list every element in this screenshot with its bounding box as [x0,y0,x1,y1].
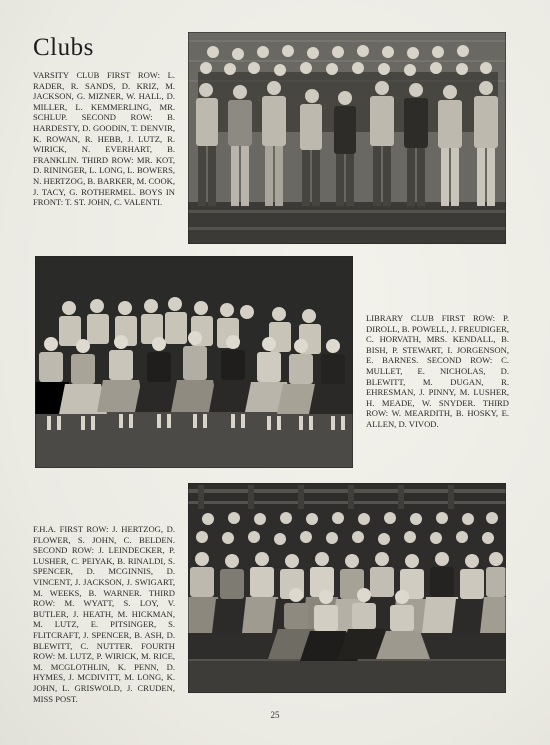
page-number: 25 [270,710,280,720]
fha-caption: F.H.A. FIRST ROW: J. HERTZOG, D. FLOWER, S. JOHN, C. BELDEN. SECOND ROW: J. LEINDECKER, P. LUSHER, C. PEIYAK, B. RINALDI, S. SPENCER, D. MCGINNIS, D. VINCENT, J. JACKSON, J. SWIGART, M. WEEKS, B. WARNER. THIRD ROW: M. WYATT, S. LOY, V. BUTLER, J. HEATH, M. HICKMAN, M. LUTZ, E. PITSINGER, S. FLITCRAFT, J. SPENCER, B. ASH, D. BLEWITT, C. NUTTER. FOURTH ROW: M. LUTZ, P. WIRICK, M. RICE, M. MCGLOTHLIN, K. PENN, D. HYMES, J. MCDIVITT, M. LONG, K. JOHN, L. GRISWOLD, J. CRUDEN, MISS POST. [33,524,175,704]
page-title: Clubs [33,34,94,61]
varsity-club-caption: VARSITY CLUB FIRST ROW: L. RADER, R. SANDS, D. KRIZ, M. JACKSON, G. MIZNER, W. HALL, D. MILLER, L. KEMMERLING, MR. SCHLUP. SECOND ROW: B. HARDESTY, D. GOODIN, T. DENVIR, K. ROWAN, R. HEBB, J. LUTZ, R. WIRICK, N. EVERHART, B. FRANKLIN. THIRD ROW: MR. KOT, D. RININGER, L. LONG, L. BOWERS, N. HERTZOG, B. BARKER, M. COOK, J. TACY, G. ROTHERMEL. BOYS IN FRONT: T. ST. JOHN, C. VALENTI. [33,70,176,208]
library-club-photo [35,256,353,468]
fha-photo [188,483,506,693]
library-club-caption: LIBRARY CLUB FIRST ROW: P. DIROLL, B. POWELL, J. FREUDIGER, C. HORVATH, MRS. KENDALL, B. BISH, P. STEWART, I. JORGENSON, E. BARNES. SECOND ROW: C. MULLET, E. NICHOLAS, D. BLEWITT, M. DUGAN, R. EHRESMAN, J. PINNY, M. LUSHER, H. MEADE, W. SNYDER. THIRD ROW: W. MEARDITH, B. HOSKY, E. ALLEN, D. VIVOD. [366,313,509,429]
varsity-club-photo [188,32,506,244]
